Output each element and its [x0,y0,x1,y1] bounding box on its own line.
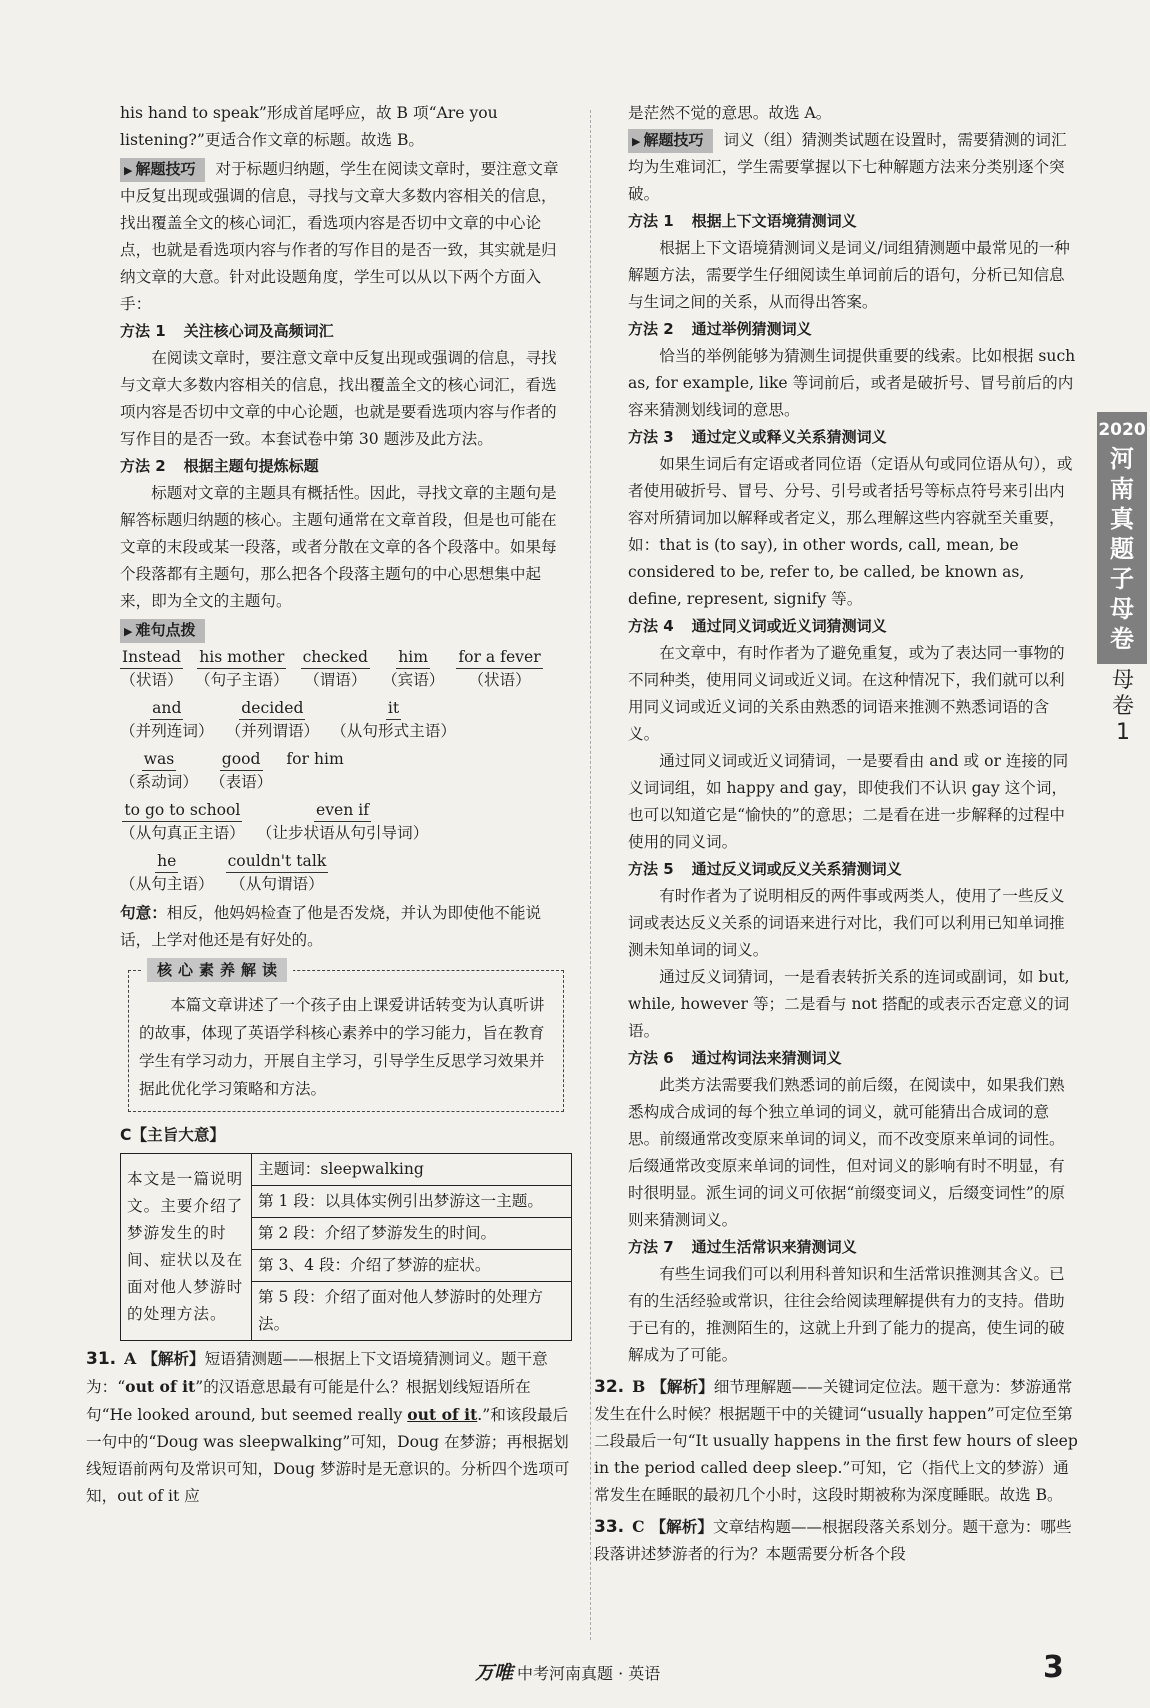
side-tab [1097,412,1147,664]
sentence-part-en: to go to school [122,799,242,822]
left-tip: ▶ 解题技巧 对于标题归纳题，学生在阅读文章时，要注意文章中反复出现或强调的信息，寻找与文章大多数内容相关的信息，找出覆盖全文的核心词汇，看选项内容是否切中文章的中心论点，也就是看选项内容与作者的写作目的是否一致，其实就是归纳文章的大意。针对此设题角度，学生可以从以下两个方面入手： [120,160,559,313]
sentence-part-role: （表语） [209,773,273,791]
left-intro: his hand to speak”形成首尾呼应，故 B 项“Are you listening?”更适合作文章的标题。故选 B。 [120,104,498,149]
sentence-part [195,646,289,691]
side-title: 河 南 真 题 子 母 卷 [1110,445,1134,653]
sentence-row [120,697,572,742]
sentence-part [331,697,456,742]
sentence-row [120,799,572,844]
sentence-analysis [120,646,572,895]
sentence-part-role: （句子主语） [194,671,289,689]
left-method-2-heading: 方法 2 根据主题句提炼标题 [120,457,319,475]
methods-list [628,208,1080,1369]
page-number: 3 [1043,1650,1064,1685]
sentence-part-role: （并列谓语） [225,722,320,740]
method-text: 恰当的举例能够为猜测生词提供重要的线索。比如根据 such as, for example, like 等词前后，或者是破折号、冒号前后的内容来猜测划线词的意思。 [628,347,1076,419]
method-heading: 方法 5 通过反义词或反义关系猜测词义 [628,860,902,878]
left-method-2-text: 标题对文章的主题具有概括性。因此，寻找文章的主题句是解答标题归纳题的核心。主题句通常在文章首段，但是也可能在文章的末段或某一段落，或者分散在文章的各个段落中。如果每个段落都有主题句，那么把各个段落主题句的中心思想集中起来，即为全文的主题句。 [120,484,557,610]
method-heading: 方法 4 通过同义词或近义词猜测词义 [628,617,887,635]
sentence-part-role: （谓语） [304,671,367,689]
method-heading: 方法 3 通过定义或释义关系猜测词义 [628,428,887,446]
left-method-1-heading: 方法 1 关注核心词及高频词汇 [120,322,334,340]
side-year: 2020 [1098,420,1146,440]
sentence-part-en: Instead [120,646,183,669]
sentence-part [382,646,444,691]
sentence-part-role: （从句形式主语） [331,722,456,740]
sentence-part-en: his mother [197,646,286,669]
difficult-label: ▶ 难句点拨 [120,619,205,643]
left-tip-label: ▶ 解题技巧 [120,158,205,182]
sentence-part-role: （并列连词） [120,722,214,740]
sentence-part-role: （从句真正主语） [120,824,245,842]
main-idea-row: 第 3、4 段：介绍了梦游的症状。 [252,1250,572,1282]
sentence-part [120,646,183,691]
sentence-part-en: checked [301,646,370,669]
sentence-part-en: for a fever [456,646,542,669]
sentence-part [210,748,272,793]
right-tip-label: ▶ 解题技巧 [628,129,713,153]
core-literacy-box [128,961,564,1112]
sentence-part-en: decided [239,697,305,720]
main-idea-table [120,1153,572,1341]
method-heading: 方法 6 通过构词法来猜测词义 [628,1049,842,1067]
main-idea-summary: 本文是一篇说明文。主要介绍了梦游发生的时间、症状以及在面对他人梦游时的处理方法。 [121,1154,252,1341]
left-method-1-text: 在阅读文章时，要注意文章中反复出现或强调的信息，寻找与文章大多数内容相关的信息，找出覆盖全文的核心词汇，看选项内容是否切中文章的中心论题，也就是要看选项内容与作者的写作目的是否一致。本套试卷中第 30 题涉及此方法。 [120,349,557,448]
right-intro: 是茫然不觉的意思。故选 A。 [628,104,832,122]
method-text: 有时作者为了说明相反的两件事或两类人，使用了一些反义词或表达反义关系的词语来进行对比，我们可以利用已知单词推测未知单词的词义。 [628,887,1065,959]
section-c-header: C【主旨大意】 [120,1126,226,1144]
side-subtitle: 母 卷 1 [1111,668,1134,745]
sentence-part [120,748,198,793]
sentence-part-role: （从句谓语） [230,875,324,893]
arrow-icon: ▶ [124,164,133,177]
sentence-part [226,697,320,742]
method-text: 通过同义词或近义词猜词，一是要看由 and 或 or 连接的同义词词组，如 happy and gay，即使我们不认识 gay 这个词，也可以知道它是“愉快的”的意思；二是看在进一步解释的过程中使用的同义词。 [628,752,1069,851]
method-text: 此类方法需要我们熟悉词的前后缀，在阅读中，如果我们熟悉构成合成词的每个独立单词的词义，就可能猜出合成词的意思。前缀通常改变原来单词的词义，而不改变原来单词的词性。后缀通常改变原来单词的词性，但对词义的影响有时不明显，有时很明显。派生词的词义可依据“前缀变词义，后缀变词性”的原则来猜测词义。 [628,1076,1065,1229]
method-text: 通过反义词猜词，一是看表转折关系的连词或副词，如 but, while, however 等；二是看与 not 搭配的或表示否定意义的词语。 [628,968,1070,1040]
sentence-row [120,748,572,793]
question-31: 31. A 【解析】短语猜测题——根据上下文语境猜测词义。题干意为：“out of it”的汉语意思最有可能是什么？根据划线短语所在句“He looked around, but seemed really out of it.”和该段最后一句中的“Doug was sleepwalking”可知，Doug 在梦游；再根据划线短语前两句及常识可知，Doug 梦游时是无意识的。分析四个选项可知，out of it 应 [86,1349,570,1505]
arrow-icon: ▶ [632,135,641,148]
footer-brand: 万唯 中考河南真题 · 英语 [475,1662,661,1684]
main-idea-row: 主题词：sleepwalking [252,1154,572,1186]
question-32: 32. B 【解析】细节理解题——关键词定位法。题干意为：梦游通常发生在什么时候？根据题干中的关键词“usually happen”可定位至第二段最后一句“It usually happens in the first few hours of sleep in the period called deep sleep.”可知，它（指代上文的梦游）通常发生在睡眠的最初几个小时，这段时期被称为深度睡眠。故选 B。 [594,1377,1078,1504]
difficult-sentence-header [120,617,572,644]
sentence-part-en: for him [286,750,344,768]
method-text: 有些生词我们可以利用科普知识和生活常识推测其含义。已有的生活经验或常识，往往会给阅读理解提供有力的支持。借助于已有的，推测陌生的，这就上升到了能力的提高，使生词的破解成为了可能。 [628,1265,1065,1364]
sentence-meaning: 句意：相反，他妈妈检查了他是否发烧，并认为即使他不能说话，上学对他还是有好处的。 [120,903,542,949]
right-tip: ▶ 解题技巧 词义（组）猜测类试题在设置时，需要猜测的词汇均为生难词汇，学生需要掌握以下七种解题方法来分类别逐个突破。 [628,131,1067,203]
sentence-part-en: couldn't talk [226,850,329,873]
sentence-part [456,646,542,691]
method-heading: 方法 7 通过生活常识来猜测词义 [628,1238,857,1256]
method-text: 根据上下文语境猜测词义是词义/词组猜测题中最常见的一种解题方法，需要学生仔细阅读生单词前后的语句，分析已知信息与生词之间的关系，从而得出答案。 [628,239,1070,311]
sentence-part-en: was [142,748,177,771]
sentence-row [120,646,572,691]
sentence-part-role: （宾语） [381,671,445,689]
arrow-icon: ▶ [124,625,133,638]
sentence-part-en: good [220,748,263,771]
main-idea-row: 第 1 段：以具体实例引出梦游这一主题。 [252,1186,572,1218]
sentence-part-role: （系动词） [120,773,198,791]
sentence-part [257,799,429,844]
main-idea-row: 第 2 段：介绍了梦游发生的时间。 [252,1218,572,1250]
method-text: 如果生词后有定语或者同位语（定语从句或同位语从句），或者使用破折号、冒号、分号、引号或者括号等标点符号来引出内容对所猜词加以解释或者定义，那么理解这些内容就至关重要，如：that is (to say), in other words, call, mean, be considered to be, refer to, be called, be known as, define, represent, signify 等。 [628,455,1073,608]
sentence-part-role: （让步状语从句引导词） [256,824,429,842]
method-heading: 方法 2 通过举例猜测词义 [628,320,812,338]
sentence-part-role: （状语） [120,671,183,689]
sentence-part [301,646,370,691]
core-literacy-title: 核心素养解读 [141,957,293,984]
main-idea-row: 第 5 段：介绍了面对他人梦游时的处理方法。 [252,1282,572,1341]
sentence-part-en: and [150,697,183,720]
question-33: 33. C 【解析】文章结构题——根据段落关系划分。题干意为：哪些段落讲述梦游者的行为？本题需要分析各个段 [594,1517,1072,1563]
sentence-part-en: even if [314,799,371,822]
sentence-part-en: him [396,646,430,669]
column-divider [590,110,591,1640]
sentence-row [120,850,572,895]
sentence-part [120,697,214,742]
core-literacy-text: 本篇文章讲述了一个孩子由上课爱讲话转变为认真听讲的故事，体现了英语学科核心素养中的学习能力，旨在教育学生有学习动力，开展自主学习，引导学生反思学习效果并据此优化学习策略和方法。 [139,996,545,1098]
method-heading: 方法 1 根据上下文语境猜测词义 [628,212,857,230]
right-column [594,100,1080,1568]
sentence-part-role: （从句主语） [120,875,214,893]
sentence-part-en: it [386,697,401,720]
sentence-part [226,850,329,895]
sentence-part-role: （状语） [468,671,531,689]
sentence-part [284,748,345,770]
sentence-part [120,799,245,844]
sentence-part-en: he [155,850,178,873]
left-column [86,100,572,1510]
sentence-part [120,850,214,895]
method-text: 在文章中，有时作者为了避免重复，或为了表达同一事物的不同种类，使用同义词或近义词。在这种情况下，我们就可以利用同义词或近义词的关系由熟悉的词语来推测不熟悉词语的含义。 [628,644,1065,743]
